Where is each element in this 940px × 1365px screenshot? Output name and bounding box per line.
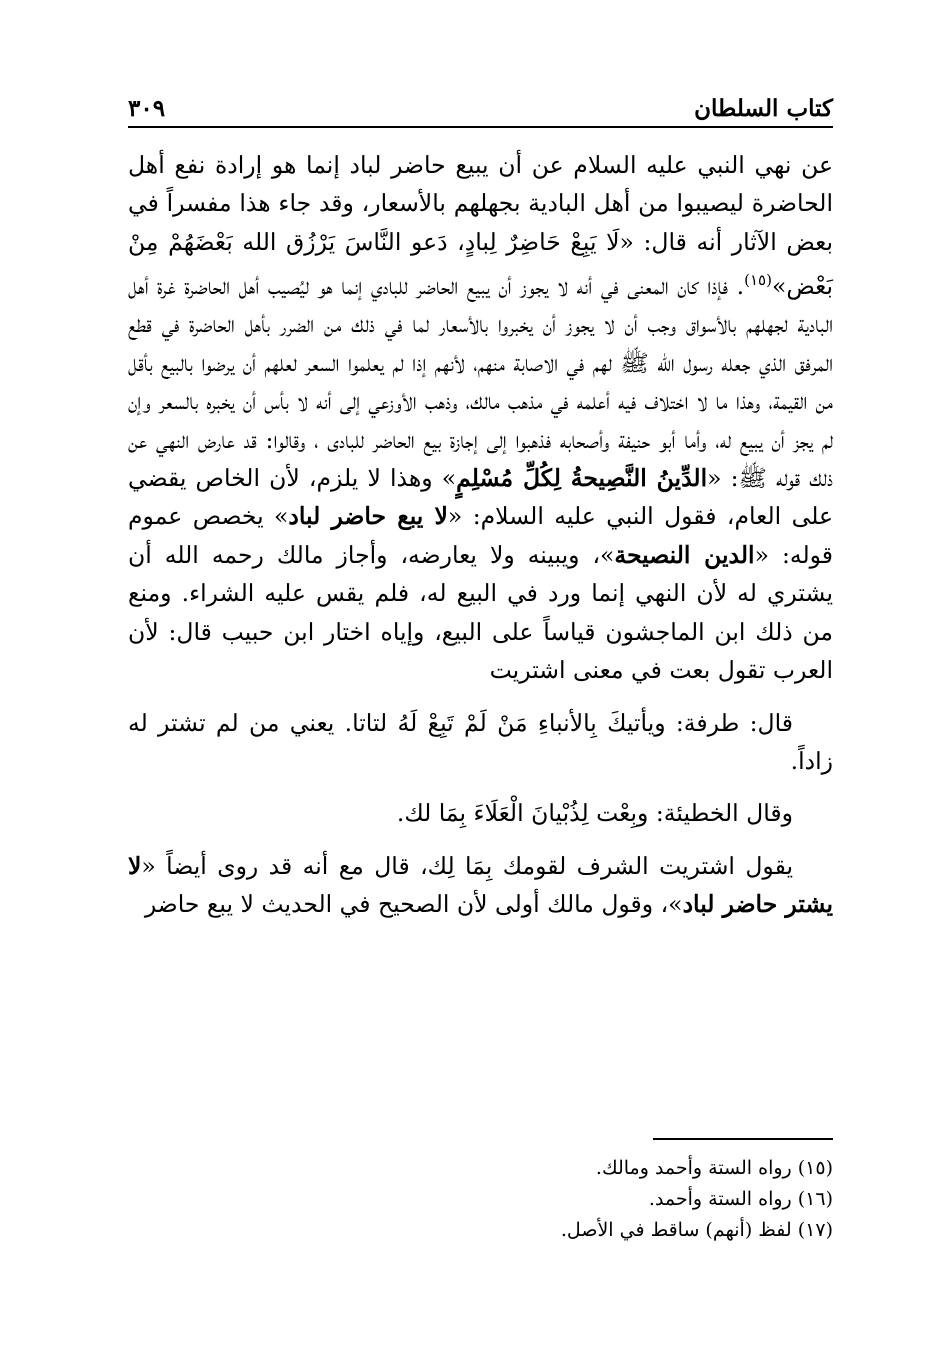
page-number: ٣٠٩ bbox=[128, 95, 166, 122]
footnote-17: (١٧) لفظ (أنهم) ساقط في الأصل. bbox=[560, 1219, 833, 1241]
footnote-16: (١٦) رواه الستة وأحمد. bbox=[648, 1188, 833, 1210]
footnote-ref-15: (١٥) bbox=[744, 271, 772, 290]
hadith-quote: الدِّينُ النَّصِيحةُ لِكُلِّ مُسْلِمٍ bbox=[456, 464, 708, 493]
hadith-quote: لا يبع حاضر لباد bbox=[288, 502, 448, 531]
page-header bbox=[128, 88, 833, 122]
footnote-rule bbox=[653, 1138, 833, 1140]
paragraph-2: قال: طرفة: ويأتيكَ بِالأنباءِ مَنْ لَمْ تَبِعْ لَهُ لتاتا. يعني من لم تشتر له زاداً. bbox=[128, 708, 833, 775]
footnote-15: (١٥) رواه الستة وأحمد ومالك. bbox=[595, 1157, 833, 1179]
hadith-quote: لا يشتر حاضر لباد bbox=[128, 851, 833, 919]
running-title: كتاب السلطان bbox=[694, 95, 833, 122]
header-rule bbox=[128, 126, 833, 128]
paragraph-1: عن نهي النبي عليه السلام عن أن يبيع حاضر لباد إنما هو إرادة نفع أهل الحاضرة ليصيبوا من أهل البادية بجهلهم بالأسعار، وقد جاء هذا مفسراً في بعض الآثار أنه قال: «لَا يَبِعْ حَاضِرٌ لِبادٍ، دَعو النَّاسَ يَرْزُق الله بَعْضَهُمْ مِنْ بَعْض»$^{(١٥)}$. فإذا كان المعنى في أنه لا يجوز أن يبيع الحاضر للبادي إنما هو ليُصيب أهل الحاضرة غرة أهل البادية لجهلهم بالأسواق وجب أن لا يجوز أن يخبروا بالأسعار لما في ذلك من الضرر بأهل الحاضرة في قطع المرفق الذي جعله رسول الله ﷺ لهم في الاصابة منهم، لأنهم إذا لم يعلموا السعر لعلهم أن يرضوا بالبيع بأقل من القيمة، وهذا ما لا اختلاف فيه أعلمه في مذهب مالك، وذهب الأوزعي إلى أنه لا بأس أن يخبره بالسعر وإن لم يجز أن يبيع له، وأما أبو حنيفة وأصحابه فذهبوا إلى إجازة بيع الحاضر للبادى ، وقالوا: قد عارض النهي عن ذلك قوله ﷺ: «الدِّينُ النَّصِيحةُ لِكُلِّ مُسْلِمٍ» وهذا لا يلزم، لأن الخاص يقضي على العام، فقول النبي عليه السلام: «لا يبع حاضر لباد» يخصص عموم قوله: «الدين النصيحة»، ويبينه ولا يعارضه، وأجاز مالك رحمه الله أن يشتري له لأن النهي إنما ورد في البيع له، فلم يقس عليه الشراء. ومنع من ذلك ابن الماجشون قياساً على البيع، وإياه اختار ابن حبيب قال: لأن العرب تقول بعت في معنى اشتريت bbox=[128, 151, 833, 685]
hadith-quote: الدين النصيحة bbox=[614, 540, 755, 569]
paragraph-4: يقول اشتريت الشرف لقومك بِمَا لِك، قال مع أنه قد روى أيضاً «لا يشتر حاضر لباد»، وقول مالك أولى لأن الصحيح في الحديث لا يبع حاضر bbox=[128, 851, 833, 919]
main-text bbox=[128, 146, 833, 924]
footnotes bbox=[300, 1153, 833, 1246]
paragraph-3: وقال الخطيئة: وبِعْت لِذُبْيانَ الْعَلَاءَ بِمَا لك. bbox=[396, 799, 793, 828]
